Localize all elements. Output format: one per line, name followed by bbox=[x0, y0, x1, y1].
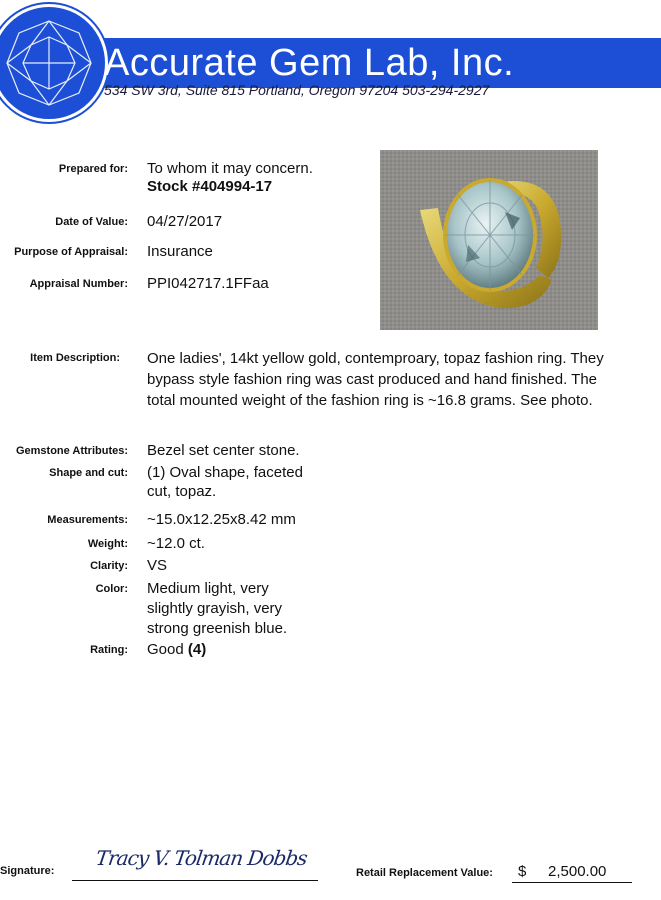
signature-line bbox=[72, 880, 318, 881]
item-description-line-3: total mounted weight of the fashion ring is ~16.8 grams. See photo. bbox=[147, 392, 593, 409]
purpose-value: Insurance bbox=[147, 243, 213, 260]
rating-score: (4) bbox=[187, 641, 207, 658]
weight-value: ~12.0 ct. bbox=[147, 535, 205, 552]
retail-value-label: Retail Replacement Value: bbox=[356, 867, 493, 879]
prepared-for-label: Prepared for: bbox=[58, 163, 128, 175]
item-description-label: Item Description: bbox=[30, 352, 120, 364]
stock-number: Stock #404994-17 bbox=[147, 178, 273, 195]
rating-label: Rating: bbox=[90, 644, 128, 656]
clarity-value: VS bbox=[147, 557, 168, 574]
signature-label: Signature: bbox=[0, 865, 55, 877]
retail-value-line bbox=[512, 882, 632, 883]
color-line-3: strong greenish blue. bbox=[147, 620, 288, 637]
measurements-label: Measurements: bbox=[47, 514, 128, 526]
item-description-line-1: One ladies', 14kt yellow gold, contemproary, topaz fashion ring. They bbox=[147, 350, 604, 367]
rating-value bbox=[147, 641, 206, 659]
company-name: Accurate Gem Lab, Inc. bbox=[104, 42, 515, 84]
gemstone-attributes-value: Bezel set center stone. bbox=[147, 442, 300, 459]
color-line-2: slightly grayish, very bbox=[147, 600, 283, 617]
shape-cut-line-1: (1) Oval shape, faceted bbox=[147, 464, 303, 481]
color-label: Color: bbox=[95, 583, 128, 595]
retail-value: 2,500.00 bbox=[548, 863, 607, 880]
currency-symbol: $ bbox=[518, 863, 527, 880]
gem-logo-icon bbox=[0, 4, 108, 122]
weight-label: Weight: bbox=[87, 538, 128, 550]
clarity-label: Clarity: bbox=[90, 560, 128, 572]
appraisal-number-value: PPI042717.1FFaa bbox=[147, 275, 269, 292]
rating-word: Good bbox=[147, 641, 184, 658]
signature-image: Tracy V. Tolman Dobbs bbox=[94, 846, 309, 870]
date-value: 04/27/2017 bbox=[147, 213, 223, 230]
color-line-1: Medium light, very bbox=[147, 580, 269, 597]
appraisal-number-label: Appraisal Number: bbox=[29, 278, 128, 290]
shape-cut-line-2: cut, topaz. bbox=[147, 483, 217, 500]
item-description-line-2: bypass style fashion ring was cast produced and hand finished. The bbox=[147, 371, 597, 388]
company-address: 534 SW 3rd, Suite 815 Portland, Oregon 97204 503-294-2927 bbox=[104, 82, 490, 98]
gemstone-attributes-label: Gemstone Attributes: bbox=[15, 445, 128, 457]
purpose-label: Purpose of Appraisal: bbox=[14, 246, 128, 258]
ring-photo bbox=[380, 150, 598, 330]
shape-cut-label: Shape and cut: bbox=[49, 467, 128, 479]
prepared-for-value: To whom it may concern. bbox=[147, 160, 313, 177]
date-label: Date of Value: bbox=[55, 216, 128, 228]
measurements-value: ~15.0x12.25x8.42 mm bbox=[147, 511, 296, 528]
